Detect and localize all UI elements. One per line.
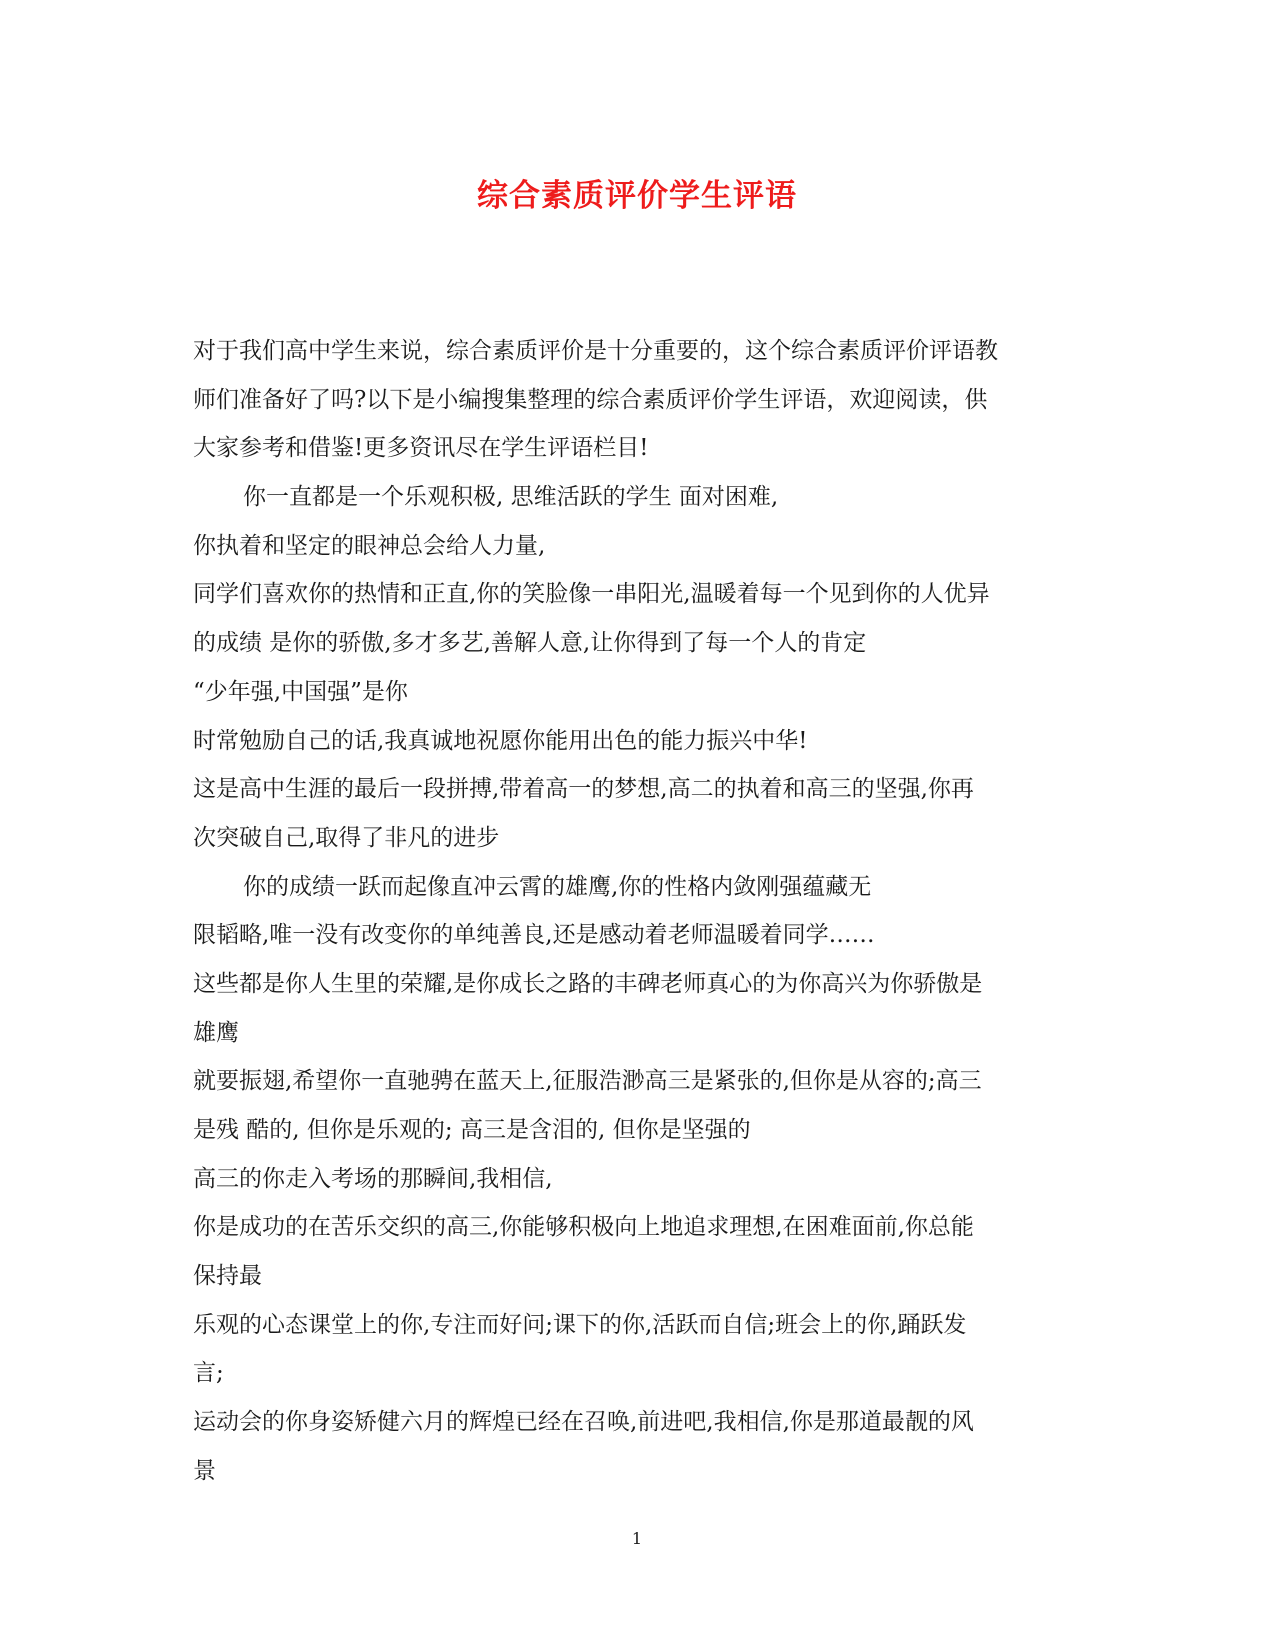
text-line: 大家参考和借鉴!更多资讯尽在学生评语栏目!	[193, 435, 649, 462]
text-line: 同学们喜欢你的热情和正直,你的笑脸像一串阳光,温暖着每一个见到你的人优异	[193, 581, 990, 608]
text-line: 言;	[193, 1360, 224, 1387]
text-line: 你执着和坚定的眼神总会给人力量,	[193, 532, 546, 559]
text-line: 就要振翅,希望你一直驰骋在蓝天上,征服浩渺高三是紧张的,但你是从容的;高三	[193, 1068, 982, 1095]
text-line: 是残 酷的, 但你是乐观的; 高三是含泪的, 但你是坚强的	[193, 1117, 751, 1143]
text-line: 这是高中生涯的最后一段拼搏,带着高一的梦想,高二的执着和高三的坚强,你再	[193, 776, 974, 803]
text-line: 限韬略,唯一没有改变你的单纯善良,还是感动着老师温暖着同学……	[193, 922, 875, 949]
text-line: “少年强,中国强”是你	[193, 678, 408, 705]
text-line: 景	[193, 1457, 216, 1484]
text-line: 你的成绩一跃而起像直冲云霄的雄鹰,你的性格内敛刚强蕴藏无	[243, 873, 872, 900]
text-line: 次突破自己,取得了非凡的进步	[193, 824, 500, 851]
text-line: 雄鹰	[193, 1019, 239, 1046]
text-line: 你一直都是一个乐观积极, 思维活跃的学生 面对困难,	[243, 484, 779, 511]
page-number: 1	[631, 1529, 643, 1548]
text-line: 你是成功的在苦乐交织的高三,你能够积极向上地追求理想,在困难面前,你总能	[193, 1214, 974, 1241]
text-line: 运动会的你身姿矫健六月的辉煌已经在召唤,前进吧,我相信,你是那道最靓的风	[193, 1409, 974, 1436]
text-line: 高三的你走入考场的那瞬间,我相信,	[193, 1165, 553, 1192]
text-line: 保持最	[193, 1263, 262, 1290]
document-title: 综合素质评价学生评语	[477, 178, 797, 214]
text-line: 时常勉励自己的话,我真诚地祝愿你能用出色的能力振兴中华!	[193, 727, 808, 754]
text-line: 乐观的心态课堂上的你,专注而好问;课下的你,活跃而自信;班会上的你,踊跃发	[193, 1311, 967, 1338]
text-line: 师们准备好了吗?以下是小编搜集整理的综合素质评价学生评语，欢迎阅读，供	[193, 386, 988, 413]
text-line: 这些都是你人生里的荣耀,是你成长之路的丰碑老师真心的为你高兴为你骄傲是	[193, 970, 983, 997]
document-body	[193, 327, 1083, 1496]
text-line: 对于我们高中学生来说，综合素质评价是十分重要的，这个综合素质评价评语教	[193, 338, 998, 364]
text-line: 的成绩 是你的骄傲,多才多艺,善解人意,让你得到了每一个人的肯定	[193, 630, 867, 657]
